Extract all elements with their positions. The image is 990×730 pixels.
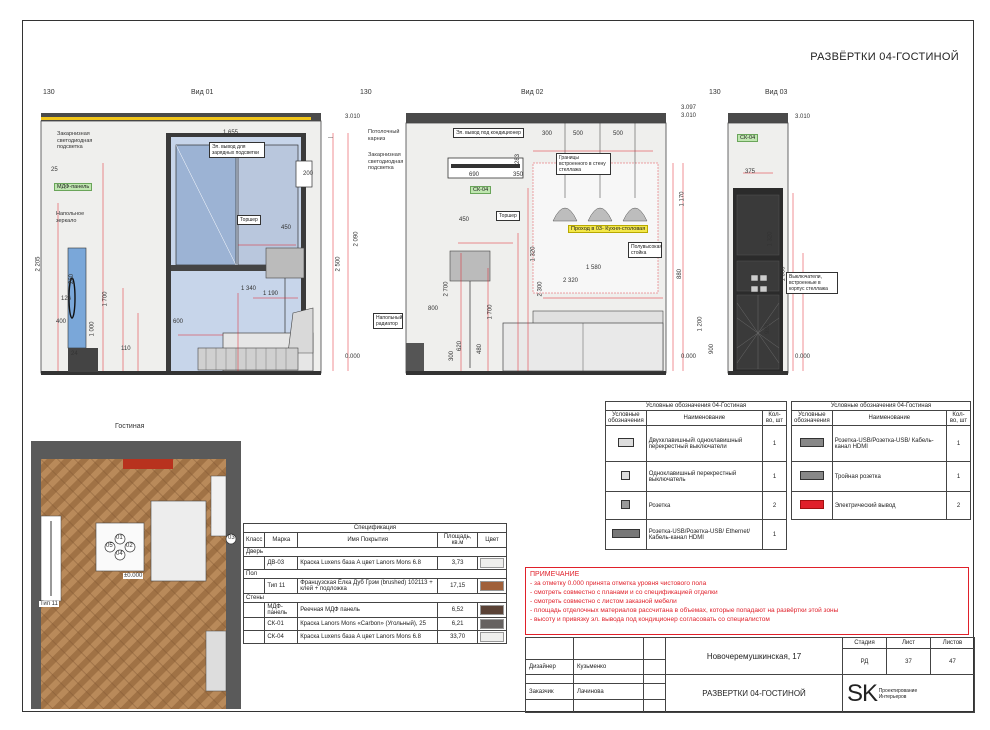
view03-bottom-mark: 0.000 <box>795 354 811 360</box>
view01-dim-c: 2 500 <box>335 256 342 272</box>
view02-top-mark: 3.010 <box>681 113 697 119</box>
view03-dim-e: 980 <box>765 323 772 335</box>
drawing-sheet <box>22 20 974 712</box>
legend-cell: 1 <box>763 462 787 492</box>
spec-cell: МДФ-панель <box>265 603 298 618</box>
view02-dim-n: 800 <box>428 306 439 312</box>
legend-cell: Одноклавишный перекрестный выключатель <box>646 462 762 492</box>
view01-dim-n: 110 <box>121 346 131 352</box>
view01-top-mark: 3.010 <box>345 114 361 120</box>
electrical-outlet-icon <box>800 500 824 509</box>
spec-cell: СК-04 <box>265 631 298 644</box>
view01-dim-a: 2 205 <box>35 256 42 272</box>
view01-dim-1655: 1 655 <box>223 130 239 136</box>
spec-cell: ДВ-03 <box>265 557 298 570</box>
table-row <box>244 557 507 570</box>
triple-socket-icon <box>800 471 824 480</box>
plan-tag-04: 04 <box>116 551 123 557</box>
view02-dim-s: 283 <box>515 153 522 165</box>
spec-cell: Тип 11 <box>265 579 298 594</box>
view01-dim-j: 450 <box>281 225 292 231</box>
svg-text:—: — <box>328 135 333 141</box>
view02-glass-note: Границы встроенного в стену стеллажа <box>556 153 611 175</box>
view02-dim-o: 620 <box>457 340 464 352</box>
table-row <box>792 492 971 520</box>
legend-h: Наименование <box>832 411 946 426</box>
view01-dim-e: 1 340 <box>241 286 257 292</box>
legend-right-title: Условные обозначения 04-Гостиная <box>792 402 971 411</box>
view02-dim-e: 350 <box>513 172 524 178</box>
double-switch-icon <box>618 438 634 447</box>
stamp-address: Новочеремушкинская, 17 <box>666 638 843 675</box>
view02-elevation <box>403 103 693 378</box>
legend-h: Условные обозначения <box>792 411 833 426</box>
stamp-stage-label: Стадия <box>843 638 887 649</box>
spec-h-name: Имя Покрытия <box>298 533 438 548</box>
spec-cell: Краска Luxens база А цвет Lanors Mons 6.8 <box>298 631 438 644</box>
notes-line: - высоту и привязку эл. вывода под кондиционер согласовать со специалистом <box>530 616 770 623</box>
view02-passage-tag: Проход в 03- Кухня-столовая <box>568 225 648 233</box>
spec-cell: 6,52 <box>438 603 478 618</box>
view02-dim-h: 2 320 <box>563 278 579 284</box>
stamp-designer: Кузьменко <box>574 660 644 675</box>
view01-led-note: Закарнизная светодиодная подсветка <box>57 131 93 150</box>
view02-left-dim: 130 <box>360 89 372 96</box>
view02-dim-l: 1 170 <box>679 191 686 207</box>
plan-title: Гостиная <box>115 423 145 430</box>
view03-left-dim: 130 <box>709 89 721 96</box>
notes-line: - смотреть совместно с листом заказной мебели <box>530 598 677 605</box>
plan-tag-03: 03 <box>228 535 235 541</box>
view02-dim-g: 1 580 <box>586 265 602 271</box>
spec-group-door: Дверь <box>244 548 507 557</box>
table-row <box>244 603 507 618</box>
color-swatch <box>480 581 504 591</box>
view02-dim-k: 1 320 <box>530 246 537 262</box>
legend-cell: 1 <box>763 520 787 550</box>
table-row <box>792 426 971 462</box>
view03-switches-note: Выключатели, встроенные в корпус стеллажа <box>786 272 838 294</box>
notes-line: - смотреть совместно с планами и со спецификацией отделки <box>530 589 718 596</box>
legend-h: Кол-во, шт <box>947 411 971 426</box>
plan-tag-05: 05 <box>106 543 113 549</box>
notes-line: - за отметку 0.000 принята отметка уровня чистового пола <box>530 580 707 587</box>
table-row <box>606 462 787 492</box>
view01-dim-h: 600 <box>173 319 184 325</box>
spec-cell: Краска Lanors Mons «Carbon» (Угольный), 25 <box>298 618 438 631</box>
spec-h-mark: Марка <box>265 533 298 548</box>
view01-bottom-mark: 0.000 <box>345 354 361 360</box>
plan-tip: Тип 11 <box>40 601 58 607</box>
spec-group-floor: Пол <box>244 570 507 579</box>
multi-socket-icon <box>612 529 640 538</box>
view02-top-mark2: 3.097 <box>681 105 697 111</box>
view01-dim-f: 1 190 <box>263 291 279 297</box>
single-switch-icon <box>621 471 630 480</box>
plan-tag-01: 01 <box>116 535 123 541</box>
view01-dim-b: 2 090 <box>353 231 360 247</box>
view01-dim-p: 24 <box>71 351 78 357</box>
legend-h: Условные обозначения <box>606 411 647 426</box>
spec-cell: СК-01 <box>265 618 298 631</box>
view02-dim-m: 880 <box>677 268 684 280</box>
view01-mirror-note: Напольное зеркало <box>56 211 85 224</box>
view01-dim-d: 1 700 <box>102 291 109 307</box>
legend-right <box>791 401 971 520</box>
legend-cell: Двухклавишный\ одноклавишный перекрестный выключатели <box>646 426 762 462</box>
view01-dim-l: 200 <box>303 171 314 177</box>
legend-cell: 2 <box>947 492 971 520</box>
legend-h: Наименование <box>646 411 762 426</box>
stamp-client: Лачинова <box>574 684 644 699</box>
view01-dim-m: 126 <box>61 296 72 302</box>
stamp-sheets-total: 47 <box>931 649 975 675</box>
spec-cell: 17,15 <box>438 579 478 594</box>
view01-dim-k: 260 <box>69 273 76 285</box>
title-block <box>525 637 975 713</box>
view01-dim-i: 400 <box>56 319 67 325</box>
view02-dim-f: 450 <box>459 217 470 223</box>
stamp-sheet-label: Лист <box>887 638 931 649</box>
legend-cell: 1 <box>947 462 971 492</box>
plan-level: ±0.000 <box>124 573 143 579</box>
spec-title: Спецификация <box>244 524 507 533</box>
color-swatch <box>480 632 504 642</box>
view02-bottom-mark: 0.000 <box>681 354 697 360</box>
notes-block <box>525 567 969 635</box>
table-row <box>244 618 507 631</box>
spec-cell: 6,21 <box>438 618 478 631</box>
spec-group-walls: Стены <box>244 594 507 603</box>
spec-h-area: Площадь, кв.м <box>438 533 478 548</box>
table-row <box>244 579 507 594</box>
table-row <box>244 631 507 644</box>
view02-title: Вид 02 <box>521 89 544 96</box>
view01-left-dim: 130 <box>43 89 55 96</box>
view02-torsher-note: Торшер <box>496 211 520 221</box>
spec-h-color: Цвет <box>477 533 506 548</box>
socket-icon <box>621 500 630 509</box>
view02-shelf-note: Полувысокая стойка <box>628 242 662 258</box>
spec-cell: Реечная МДФ панель <box>298 603 438 618</box>
stamp-sheet-name: РАЗВЕРТКИ 04-ГОСТИНОЙ <box>666 675 843 713</box>
logo: SK <box>847 679 878 707</box>
view01-torsher-note: Торшер <box>237 215 261 225</box>
spec-cell: Краска Luxens база А цвет Lanors Mons 6.8 <box>298 557 438 570</box>
view02-dim-q: 480 <box>477 343 484 355</box>
view02-dim-i: 2 700 <box>443 281 450 297</box>
legend-cell: Розетка-USB/Розетка-USB/ Ethernet/Кабель-канал HDMI <box>646 520 762 550</box>
view02-cornice-note: Потолочный карниз <box>368 129 400 142</box>
table-row <box>606 492 787 520</box>
sheet-title: РАЗВЁРТКИ 04-ГОСТИНОЙ <box>810 51 959 63</box>
spec-table <box>243 523 507 644</box>
legend-h: Кол-во, шт <box>763 411 787 426</box>
view02-dim-p: 300 <box>449 350 456 362</box>
view02-dim-b: 500 <box>573 131 584 137</box>
spec-cell: 33,70 <box>438 631 478 644</box>
usb-socket-icon <box>800 438 824 447</box>
legend-cell: 2 <box>763 492 787 520</box>
stamp-sheets-label: Листов <box>931 638 975 649</box>
view02-dim-j: 2 300 <box>537 281 544 297</box>
stamp-sheet-no: 37 <box>887 649 931 675</box>
view02-sk04-tag: СК-04 <box>470 186 491 194</box>
plan-tag-02: 02 <box>126 543 133 549</box>
legend-cell: Тройная розетка <box>832 462 946 492</box>
view03-dim-d: 1 000 <box>780 266 787 282</box>
view02-dim-a: 300 <box>542 131 553 137</box>
view01-dim-o: 25 <box>51 167 58 173</box>
stamp-client-label: Заказчик <box>526 684 574 699</box>
legend-cell: Розетка-USB/Розетка-USB/ Кабель-канал HDMI <box>832 426 946 462</box>
view02-ac-note: Эл. вывод под кондиционер <box>453 128 524 138</box>
stamp-stage: РД <box>843 649 887 675</box>
legend-left <box>605 401 787 550</box>
view02-dim-d: 690 <box>469 172 480 178</box>
logo-subtitle: Проектирование Интерьеров <box>878 687 918 700</box>
table-row <box>792 462 971 492</box>
notes-line: - площадь отделочных материалов рассчитана в объемах, которые попадают на развёртки этой зоны <box>530 607 839 614</box>
spec-h-class: Класс <box>244 533 265 548</box>
color-swatch <box>480 605 504 615</box>
view03-sk04-tag: СК-04 <box>737 134 758 142</box>
legend-left-title: Условные обозначения 04-Гостиная <box>606 402 787 411</box>
notes-header: ПРИМЕЧАНИЕ <box>530 571 580 578</box>
view02-dim-r: 1 700 <box>487 304 494 320</box>
view03-dim-a: 375 <box>745 169 756 175</box>
view02-dim-c: 500 <box>613 131 624 137</box>
legend-cell: 1 <box>763 426 787 462</box>
view01-ac-note: Эл. вывод для зарядных подсветки <box>209 142 265 158</box>
view03-title: Вид 03 <box>765 89 788 96</box>
color-swatch <box>480 558 504 568</box>
table-row <box>606 426 787 462</box>
legend-cell: Розетка <box>646 492 762 520</box>
table-row <box>606 520 787 550</box>
view03-dim-b: 1 320 <box>767 231 774 247</box>
stamp-designer-label: Дизайнер <box>526 660 574 675</box>
view01-title: Вид 01 <box>191 89 214 96</box>
view03-top-mark: 3.010 <box>795 114 811 120</box>
view01-dim-g: 1 000 <box>89 321 96 337</box>
view03-dim-f: 900 <box>709 343 716 355</box>
view02-radiator-note: Напольный радиатор <box>373 313 403 329</box>
spec-cell: Французская Ёлка Дуб Грэм (brushed) 102113 + клей + подложка <box>298 579 438 594</box>
legend-cell: Электрический вывод <box>832 492 946 520</box>
spec-cell: 3,73 <box>438 557 478 570</box>
view02-led-note: Закарнизная светодиодная подсветка <box>368 152 404 171</box>
view03-dim-c: 1 200 <box>697 316 704 332</box>
color-swatch <box>480 619 504 629</box>
legend-cell: 1 <box>947 426 971 462</box>
view01-mdf-tag: МДФ-панель <box>54 183 92 191</box>
